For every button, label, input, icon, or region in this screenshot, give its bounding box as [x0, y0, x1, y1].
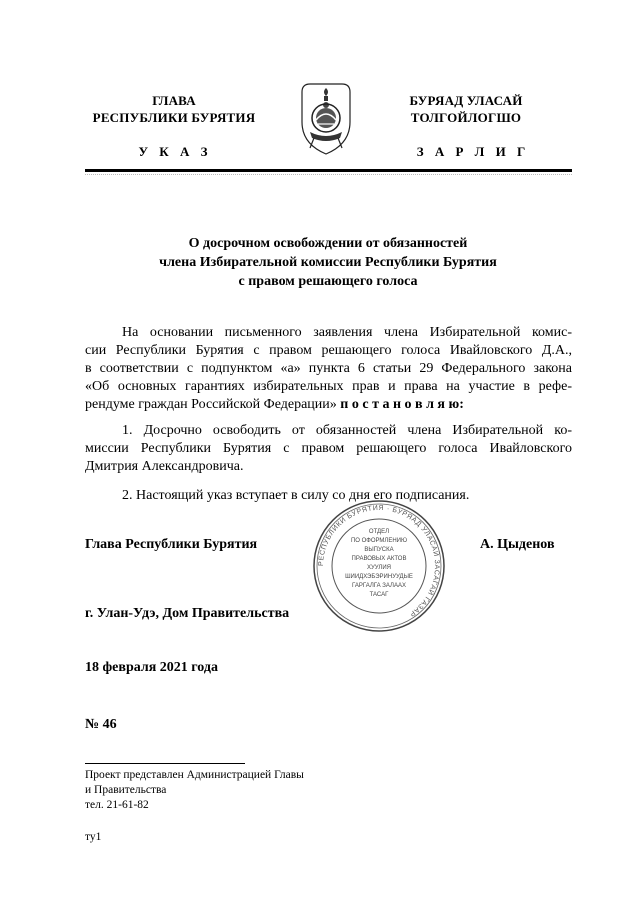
header-left — [84, 92, 264, 126]
signatory-position: Глава Республики Бурятия — [85, 537, 258, 552]
header-divider — [85, 169, 572, 172]
clause-1-line-1: 1. Досрочно освободить от обязанностей члена Избирательной ко- — [122, 423, 572, 438]
stamp-drawing — [312, 499, 446, 633]
svg-text:ВЫПУСКА: ВЫПУСКА — [364, 547, 394, 553]
decree-type-ru: У К А З — [138, 144, 212, 159]
footnote-phone: тел. 21-61-82 — [85, 799, 149, 811]
header-right-subtitle: ТОЛГОЙЛОГШО — [410, 110, 522, 125]
header-dotted-divider — [85, 174, 572, 175]
footnote — [85, 768, 304, 813]
svg-text:ШИИДХЭБЭРИНУУДЫЕ: ШИИДХЭБЭРИНУУДЫЕ — [345, 574, 413, 580]
decree-verb: п о с т а н о в л я ю: — [340, 397, 464, 412]
clause-2-line-1: 2. Настоящий указ вступает в силу со дня его подписания. — [122, 488, 470, 503]
preamble-line-5-text: рендуме граждан Российской Федерации» — [85, 397, 337, 412]
preamble-line-4: «Об основных гарантиях избирательных прав и права на участие в рефе- — [85, 379, 572, 394]
header-right-title: БУРЯАД УЛАСАЙ — [409, 93, 523, 108]
svg-text:ОТДЕЛ: ОТДЕЛ — [368, 529, 390, 535]
svg-text:ГАРГАЛГА ЗАЛААХ: ГАРГАЛГА ЗАЛААХ — [352, 583, 406, 589]
svg-text:ПРАВОВЫХ АКТОВ: ПРАВОВЫХ АКТОВ — [351, 556, 407, 562]
emblem-drawing — [294, 78, 358, 158]
title-line-3: с правом решающего голоса — [238, 274, 418, 289]
svg-text:ХУУЛИЯ: ХУУЛИЯ — [366, 565, 392, 571]
title-line-2: члена Избирательной комиссии Республики Бурятия — [159, 255, 497, 270]
footnote-line-1: Проект представлен Администрацией Главы — [85, 769, 304, 781]
issue-date: 18 февраля 2021 года — [85, 660, 218, 675]
header-left-title: ГЛАВА — [152, 93, 196, 108]
header-left-subtitle: РЕСПУБЛИКИ БУРЯТИЯ — [92, 110, 256, 125]
footnote-line-2: и Правительства — [85, 784, 167, 796]
issue-place: г. Улан-Удэ, Дом Правительства — [85, 606, 290, 621]
clause-1 — [85, 422, 572, 476]
stamp-center-text — [345, 529, 413, 598]
preamble-paragraph — [85, 324, 572, 414]
clause-1-line-3: Дмитрия Александровича. — [85, 459, 244, 474]
signatory-name: А. Цыденов — [480, 537, 555, 552]
preamble-line-5 — [85, 396, 572, 414]
decree-type-bua: З А Р Л И Г — [416, 144, 530, 159]
svg-text:ТАСАГ: ТАСАГ — [369, 592, 389, 598]
preamble-line-2: сии Республики Бурятия с правом решающего голоса Ивайловского Д.А., — [85, 343, 572, 358]
preamble-line-3: в соответствии с подпунктом «а» пункта 6 статьи 29 Федерального закона — [85, 361, 572, 376]
typist-initials: ту1 — [85, 831, 102, 843]
footnote-divider — [85, 763, 245, 764]
stamp-outer-text: РЕСПУБЛИКИ БУРЯТИЯ · БУРЯАД УЛАСАЙ ЗАСАГАЙ ГАЗАР — [317, 504, 441, 618]
official-stamp — [312, 499, 446, 633]
svg-text:ПО ОФОРМЛЕНИЮ: ПО ОФОРМЛЕНИЮ — [350, 538, 408, 544]
preamble-line-1: На основании письменного заявления члена Избирательной комис- — [122, 325, 572, 340]
title-line-1: О досрочном освобождении от обязанностей — [188, 236, 468, 251]
clause-1-line-2: миссии Республики Бурятия с правом решающего голоса Ивайловского — [85, 441, 572, 456]
document-title — [100, 234, 556, 291]
header-right — [376, 92, 556, 126]
decree-number: № 46 — [85, 717, 117, 732]
coat-of-arms-emblem — [294, 78, 358, 158]
